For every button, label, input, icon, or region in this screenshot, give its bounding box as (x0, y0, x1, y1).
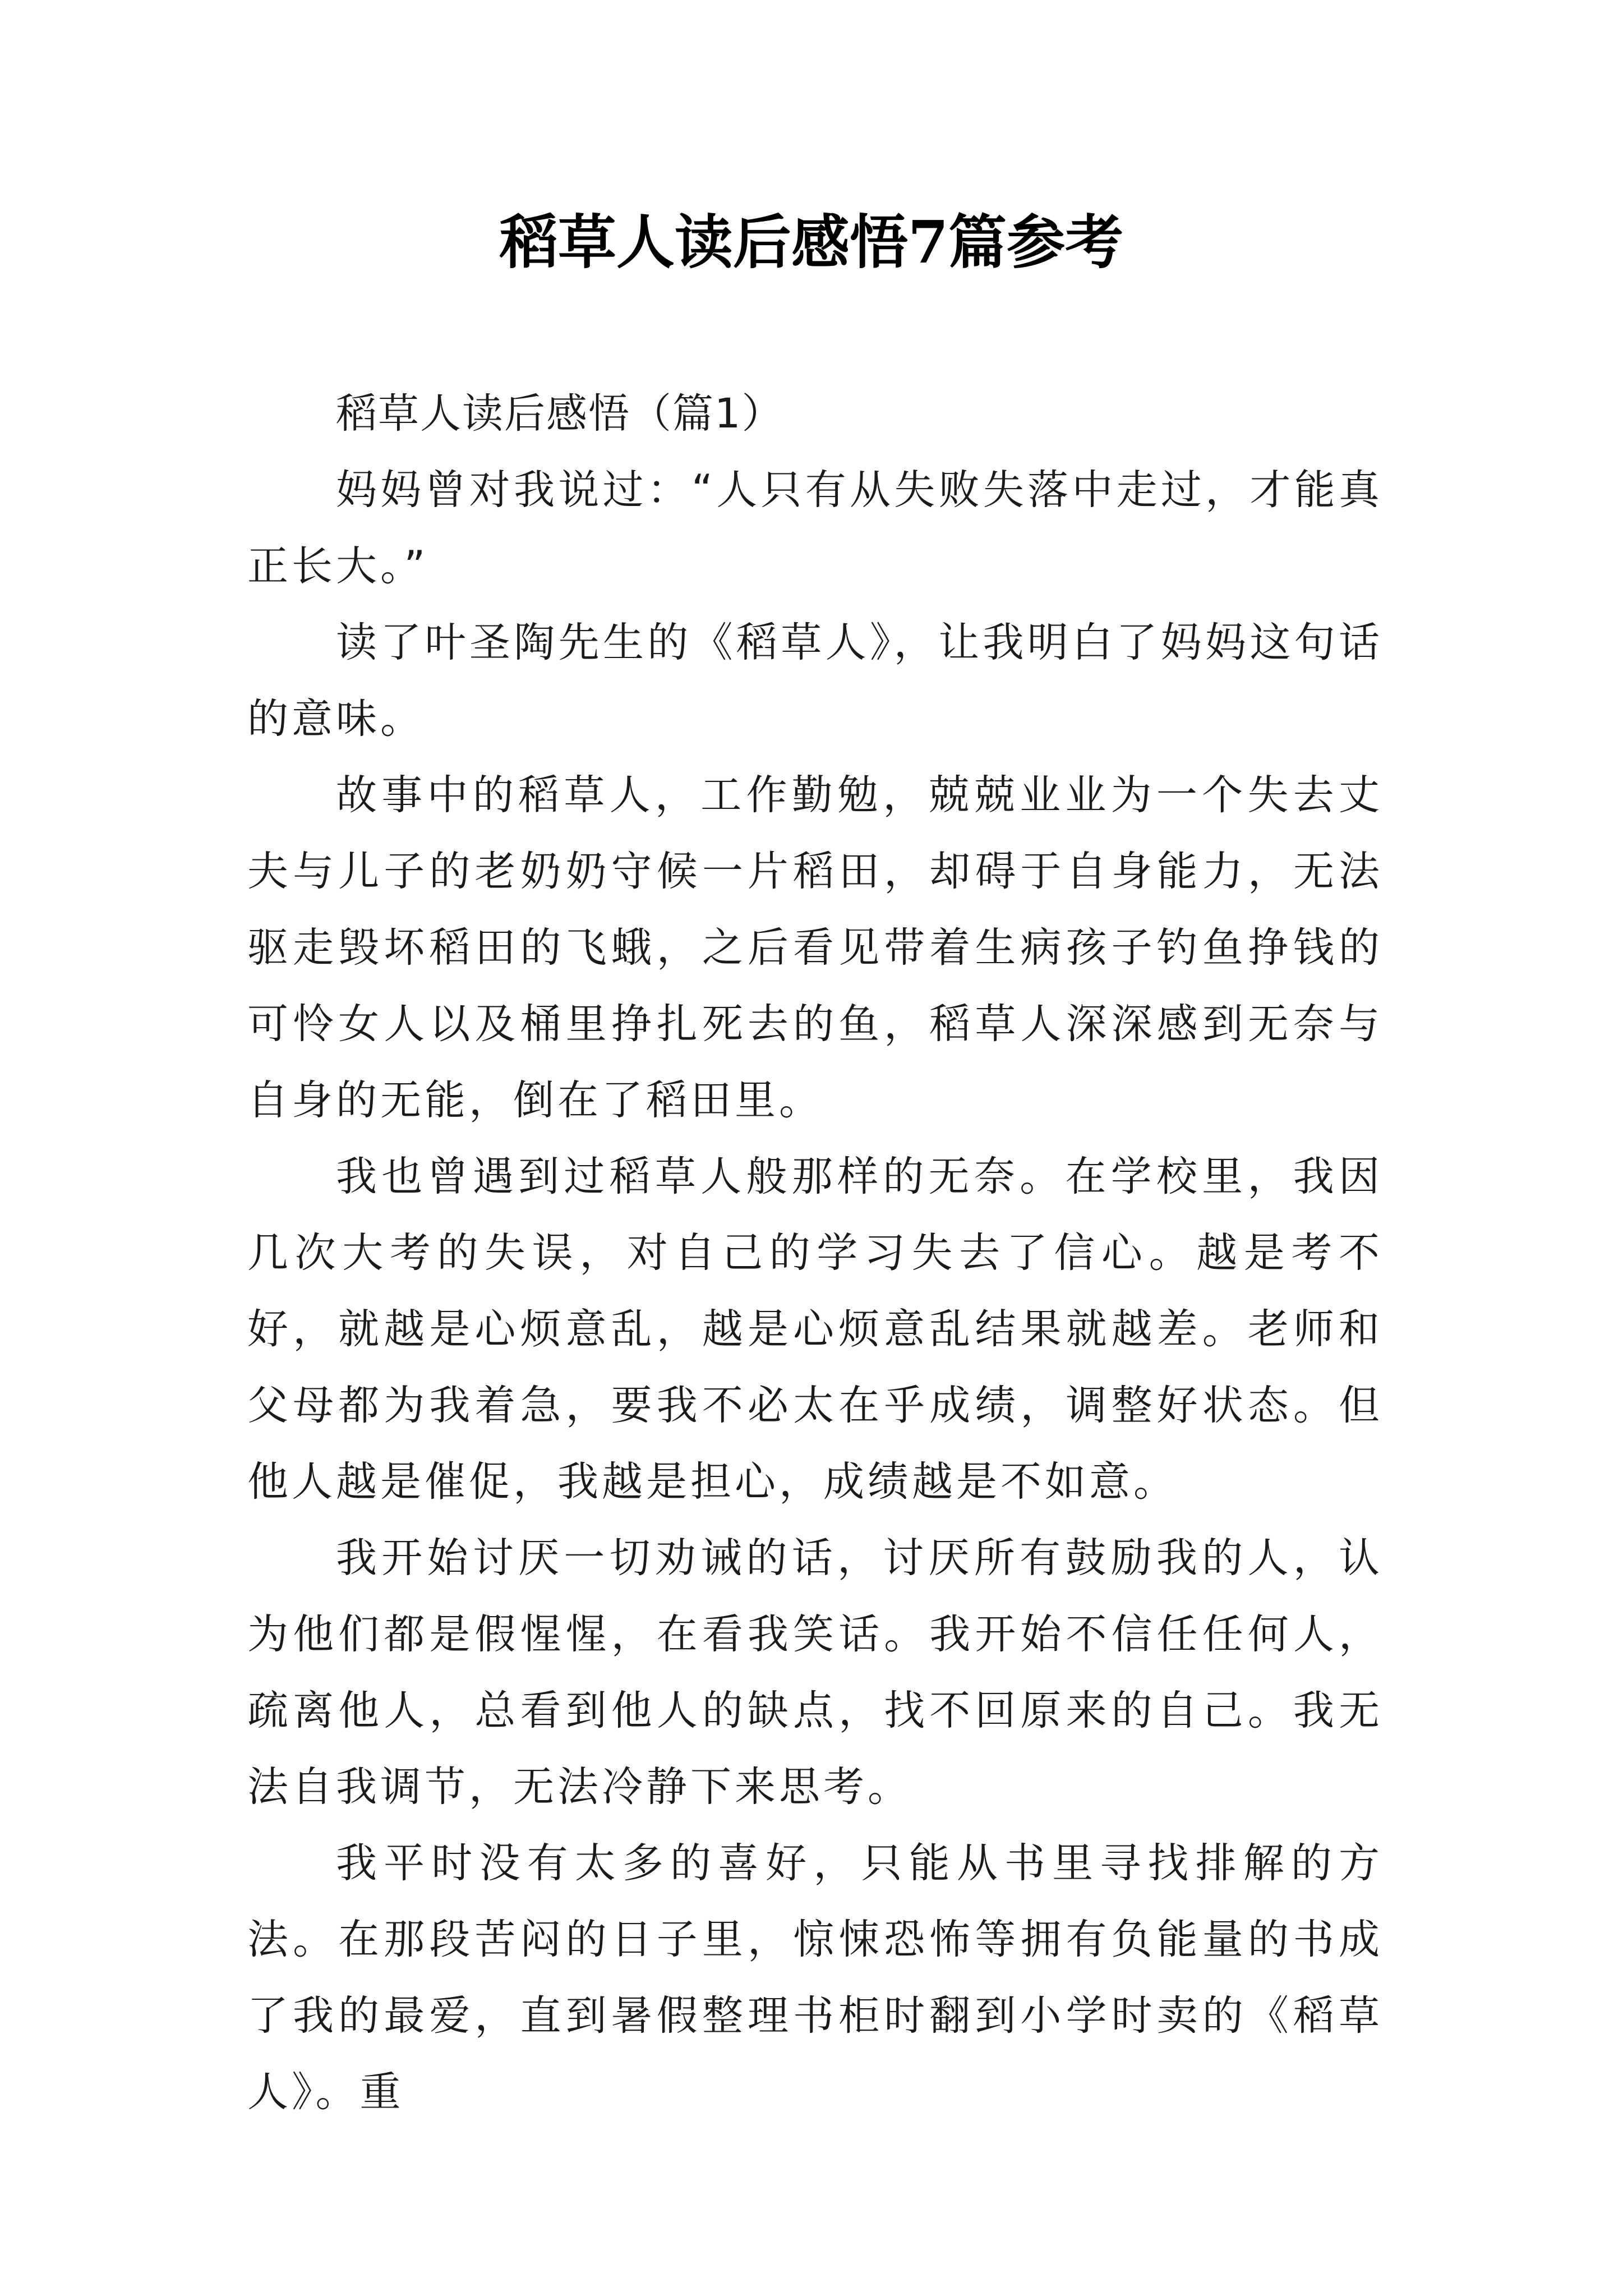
paragraph: 我开始讨厌一切劝诫的话，讨厌所有鼓励我的人，认为他们都是假惺惺，在看我笑话。我开始不信任任何人，疏离他人，总看到他人的缺点，找不回原来的自己。我无法自我调节，无法冷静下来思考。 (247, 1534, 1383, 1811)
document-body (247, 376, 1383, 2131)
paragraph: 妈妈曾对我说过：“人只有从失败失落中走过，才能真正长大。” (247, 466, 1383, 590)
section-heading: 稻草人读后感悟（篇1） (336, 390, 784, 438)
paragraph: 我平时没有太多的喜好，只能从书里寻找排解的方法。在那段苦闷的日子里，惊悚恐怖等拥有负能量的书成了我的最爱，直到暑假整理书柜时翻到小学时卖的《稻草人》。重 (247, 1839, 1383, 2116)
paragraph: 我也曾遇到过稻草人般那样的无奈。在学校里，我因几次大考的失误，对自己的学习失去了信心。越是考不好，就越是心烦意乱，越是心烦意乱结果就越差。老师和父母都为我着急，要我不必太在乎成绩，调整好状态。但他人越是催促，我越是担心，成绩越是不如意。 (247, 1153, 1383, 1506)
document-title: 稻草人读后感悟7篇参考 (499, 208, 1124, 277)
paragraph: 故事中的稻草人，工作勤勉，兢兢业业为一个失去丈夫与儿子的老奶奶守候一片稻田，却碍于自身能力，无法驱走毁坏稻田的飞蛾，之后看见带着生病孩子钓鱼挣钱的可怜女人以及桶里挣扎死去的鱼，稻草人深深感到无奈与自身的无能，倒在了稻田里。 (247, 771, 1383, 1124)
paragraph: 读了叶圣陶先生的《稻草人》，让我明白了妈妈这句话的意味。 (247, 619, 1383, 743)
